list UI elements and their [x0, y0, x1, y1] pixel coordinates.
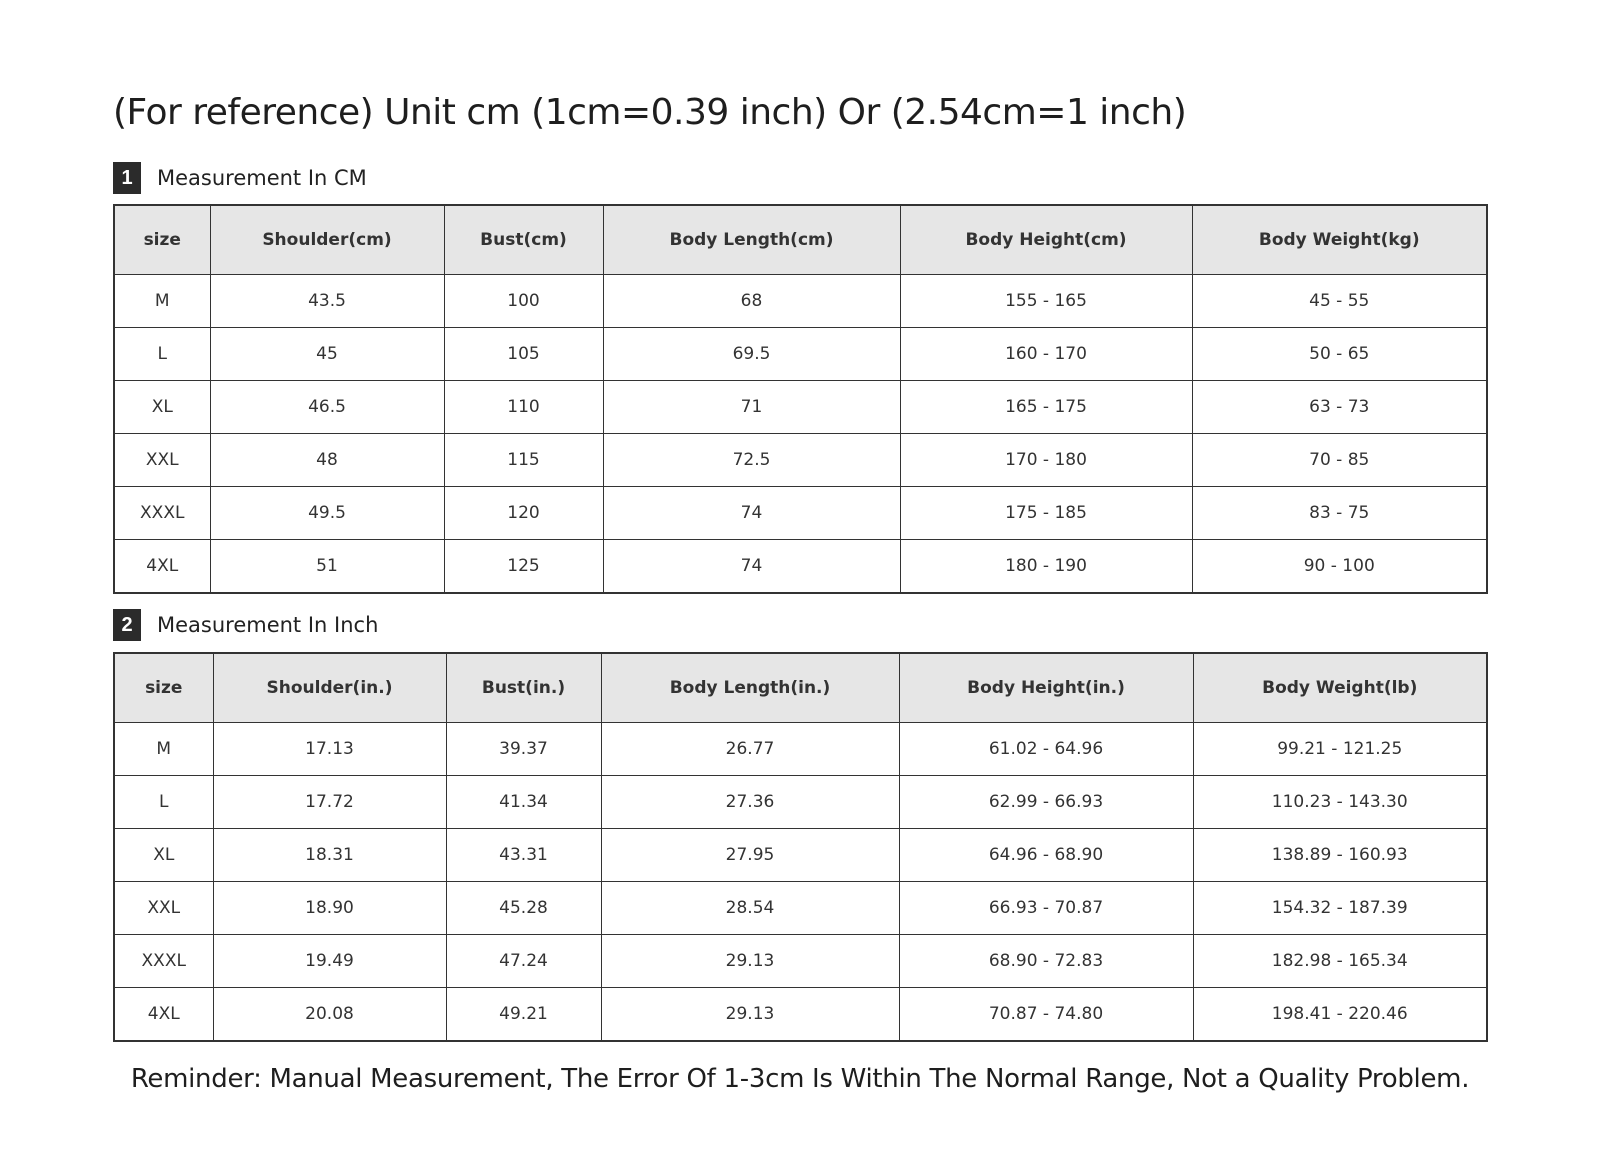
- table-header-row: [114, 205, 1487, 275]
- cell-body-length: 29.13: [601, 988, 899, 1042]
- cell-bust: 45.28: [446, 882, 601, 935]
- cell-body-weight: 90 - 100: [1192, 540, 1487, 594]
- cell-shoulder: 18.31: [213, 829, 446, 882]
- cell-body-length: 74: [603, 540, 900, 594]
- cell-shoulder: 51: [210, 540, 444, 594]
- cell-body-height: 61.02 - 64.96: [899, 723, 1193, 776]
- table-row: [114, 381, 1487, 434]
- table-row: [114, 935, 1487, 988]
- cell-bust: 49.21: [446, 988, 601, 1042]
- column-header-bust: Bust(in.): [446, 653, 601, 723]
- section-number-badge: 2: [113, 609, 141, 641]
- column-header-body-weight: Body Weight(kg): [1192, 205, 1487, 275]
- cell-shoulder: 43.5: [210, 275, 444, 328]
- cell-body-height: 70.87 - 74.80: [899, 988, 1193, 1042]
- cell-shoulder: 20.08: [213, 988, 446, 1042]
- cell-size: 4XL: [114, 988, 213, 1042]
- cell-size: 4XL: [114, 540, 210, 594]
- cell-shoulder: 18.90: [213, 882, 446, 935]
- cell-bust: 110: [444, 381, 603, 434]
- cell-body-length: 68: [603, 275, 900, 328]
- cell-bust: 39.37: [446, 723, 601, 776]
- column-header-bust: Bust(cm): [444, 205, 603, 275]
- reminder-note: Reminder: Manual Measurement, The Error Of 1-3cm Is Within The Normal Range, Not a Quality Problem.: [130, 1064, 1470, 1094]
- size-table-inch: [113, 652, 1488, 1042]
- cell-body-height: 68.90 - 72.83: [899, 935, 1193, 988]
- cell-size: XXL: [114, 434, 210, 487]
- cell-body-height: 175 - 185: [900, 487, 1192, 540]
- cell-bust: 47.24: [446, 935, 601, 988]
- cell-body-length: 26.77: [601, 723, 899, 776]
- cell-body-weight: 110.23 - 143.30: [1193, 776, 1487, 829]
- cell-bust: 100: [444, 275, 603, 328]
- cell-body-height: 64.96 - 68.90: [899, 829, 1193, 882]
- table-row: [114, 275, 1487, 328]
- cell-shoulder: 17.72: [213, 776, 446, 829]
- column-header-shoulder: Shoulder(cm): [210, 205, 444, 275]
- cell-bust: 125: [444, 540, 603, 594]
- cell-body-length: 72.5: [603, 434, 900, 487]
- cell-shoulder: 19.49: [213, 935, 446, 988]
- table-row: [114, 487, 1487, 540]
- size-table-cm: [113, 204, 1488, 594]
- cell-size: L: [114, 328, 210, 381]
- cell-body-length: 69.5: [603, 328, 900, 381]
- table-row: [114, 328, 1487, 381]
- cell-size: M: [114, 723, 213, 776]
- column-header-size: size: [114, 653, 213, 723]
- cell-bust: 43.31: [446, 829, 601, 882]
- section-header-cm: [113, 161, 367, 195]
- cell-shoulder: 45: [210, 328, 444, 381]
- section-header-inch: [113, 608, 378, 642]
- cell-body-height: 170 - 180: [900, 434, 1192, 487]
- column-header-body-height: Body Height(in.): [899, 653, 1193, 723]
- cell-body-height: 155 - 165: [900, 275, 1192, 328]
- table-row: [114, 723, 1487, 776]
- cell-body-height: 66.93 - 70.87: [899, 882, 1193, 935]
- cell-bust: 41.34: [446, 776, 601, 829]
- cell-bust: 105: [444, 328, 603, 381]
- cell-shoulder: 48: [210, 434, 444, 487]
- cell-size: XL: [114, 381, 210, 434]
- section-title: Measurement In Inch: [157, 613, 379, 637]
- cell-size: M: [114, 275, 210, 328]
- cell-body-height: 160 - 170: [900, 328, 1192, 381]
- table-row: [114, 434, 1487, 487]
- cell-body-weight: 50 - 65: [1192, 328, 1487, 381]
- cell-size: XXXL: [114, 487, 210, 540]
- table-row: [114, 829, 1487, 882]
- section-number-badge: 1: [113, 162, 141, 194]
- cell-body-weight: 198.41 - 220.46: [1193, 988, 1487, 1042]
- cell-size: XXXL: [114, 935, 213, 988]
- cell-body-length: 28.54: [601, 882, 899, 935]
- cell-body-weight: 83 - 75: [1192, 487, 1487, 540]
- cell-body-height: 165 - 175: [900, 381, 1192, 434]
- cell-body-length: 29.13: [601, 935, 899, 988]
- cell-bust: 115: [444, 434, 603, 487]
- table-header-row: [114, 653, 1487, 723]
- cell-shoulder: 49.5: [210, 487, 444, 540]
- cell-body-length: 27.95: [601, 829, 899, 882]
- table-row: [114, 882, 1487, 935]
- cell-size: L: [114, 776, 213, 829]
- cell-size: XL: [114, 829, 213, 882]
- cell-body-weight: 182.98 - 165.34: [1193, 935, 1487, 988]
- cell-body-weight: 99.21 - 121.25: [1193, 723, 1487, 776]
- table-row: [114, 540, 1487, 594]
- cell-size: XXL: [114, 882, 213, 935]
- column-header-body-length: Body Length(in.): [601, 653, 899, 723]
- cell-body-length: 27.36: [601, 776, 899, 829]
- cell-body-length: 71: [603, 381, 900, 434]
- cell-body-height: 180 - 190: [900, 540, 1192, 594]
- column-header-size: size: [114, 205, 210, 275]
- cell-bust: 120: [444, 487, 603, 540]
- column-header-body-height: Body Height(cm): [900, 205, 1192, 275]
- cell-body-weight: 45 - 55: [1192, 275, 1487, 328]
- cell-shoulder: 46.5: [210, 381, 444, 434]
- column-header-body-weight: Body Weight(lb): [1193, 653, 1487, 723]
- column-header-shoulder: Shoulder(in.): [213, 653, 446, 723]
- cell-body-weight: 154.32 - 187.39: [1193, 882, 1487, 935]
- cell-shoulder: 17.13: [213, 723, 446, 776]
- section-title: Measurement In CM: [157, 166, 367, 190]
- cell-body-length: 74: [603, 487, 900, 540]
- cell-body-weight: 70 - 85: [1192, 434, 1487, 487]
- page-title: (For reference) Unit cm (1cm=0.39 inch) Or (2.54cm=1 inch): [113, 92, 1187, 133]
- column-header-body-length: Body Length(cm): [603, 205, 900, 275]
- table-row: [114, 776, 1487, 829]
- cell-body-height: 62.99 - 66.93: [899, 776, 1193, 829]
- cell-body-weight: 63 - 73: [1192, 381, 1487, 434]
- cell-body-weight: 138.89 - 160.93: [1193, 829, 1487, 882]
- table-row: [114, 988, 1487, 1042]
